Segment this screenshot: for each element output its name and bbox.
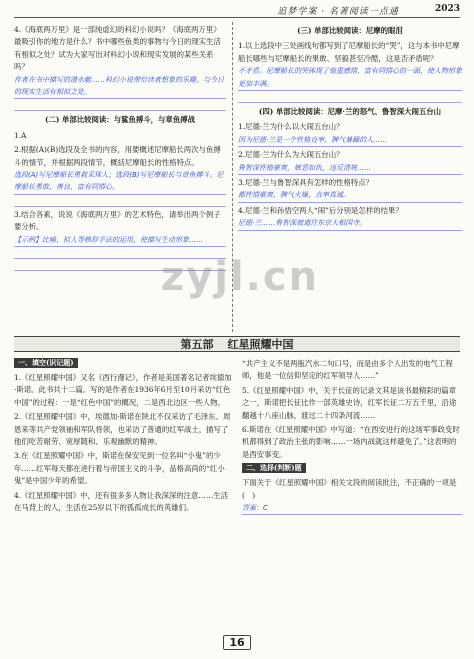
subsection-fill-in: 一、填空(识记题)	[14, 358, 78, 368]
question-r1b: 1.尼德·兰为什么以大闹五台山？	[238, 122, 344, 132]
question-r4b: 4.尼德·兰和孙悟空两人“闹”后分别是怎样的结果？	[238, 205, 403, 215]
answer-r1b: 因为尼德·兰是一个性格直率、脾气暴躁的人……	[238, 134, 462, 147]
page-number	[0, 636, 474, 649]
item-5: 5.《红星照耀中国》中，关于长征的记录文其是该书最精彩的篇章之一，斯诺把长征比作一部英雄史诗，红军长征二万五千里，沿途翻越十八座山脉，渡过二十四条河流……	[242, 385, 457, 420]
item-7: 下面关于《红星照耀中国》相关文段的阅读批注，不正确的一项是( )	[242, 478, 457, 500]
answer-r4b: 尼德·兰……鲁智深被遣往东京大相国寺。	[238, 217, 462, 230]
answer-line	[14, 195, 226, 207]
answer-4: 作者在书中描写的潜水艇……科幻小说带给读者想象的乐趣，与今日的现实生活有相似之处。	[14, 74, 226, 100]
part-label: 第五部	[180, 338, 214, 351]
item-6: 6.斯诺在《红星照耀中国》中写道：“在西安进行的这场军事政变时机都得到了政治主张的影响……一场内战就这样避免了。”这表明的是西安事变。	[242, 425, 460, 459]
part-title: 红星照耀中国	[227, 338, 294, 351]
question-r3b: 3.尼德·兰与鲁智深具有怎样的性格特点？	[238, 178, 374, 188]
question-2: 2.根据(A)(B)选段及全书的内容，用要概述尼摩船长两次与鱼搏斗的情节，并根据两段情节，概括尼摩船长的性格特点。	[14, 145, 221, 167]
answer-r3b: 都性情豪爽、脾气火爆、直率真诚。	[238, 189, 462, 202]
item-4: 4.《红星照耀中国》中，还有很多多人物让我深深的注意……生活在马背上的人，生活在25岁以下的孤孤成长的英雄们。	[14, 490, 228, 513]
series-title: 追梦学案 · 名著阅读一点通	[277, 7, 399, 17]
page-header	[14, 4, 460, 18]
item-1: 1.《红星照耀中国》又名《西行漫记》，作者是美国著名记者埃德加·斯诺。此书共十二篇。写的是作者在1936年6月至10月采访“红色中国”的过程：一是“红色中国”的概况，二是西北边区一些人物。	[14, 373, 232, 407]
part-heading	[14, 336, 460, 352]
answer-7: 答案：C	[242, 502, 462, 515]
question-1: 1.A	[14, 130, 27, 140]
item-4-cont: “共产主义不是两瓶汽水二句口号，而是由多个人出发的电气工程师，他是一位信仰坚定的红军领导人……”	[242, 359, 453, 381]
subsection-choice: 二、选择(判断)题	[242, 463, 306, 473]
answer-line	[238, 91, 462, 103]
answer-2: 选段(A)写尼摩船长勇救采珠人；选段(B)写尼摩船长与章鱼搏斗。尼摩船长勇敢、善良、富有同情心。	[14, 169, 226, 195]
question-r2b: 2.尼德·兰为什么为大闹五台山？	[238, 150, 344, 160]
question-4: 4.《海底两万里》是一部纯虚幻的科幻小说吗？《海底两万里》最吸引你的地方是什么？书中哪些鱼类的事物与今日的现实生活有相似之处？试为大家写出对科幻小说和现实发展的某些关系吗？	[14, 25, 221, 72]
page-number-label: 16	[223, 635, 250, 650]
bottom-left-column	[14, 356, 232, 626]
section-3-title: (三) 单部比较阅读：尼摩的眼泪	[297, 26, 403, 35]
answer-3: 【示例】比喻、拟人等修辞手法的运用，使描写生动形象……	[14, 234, 226, 247]
bottom-right-column	[242, 356, 462, 626]
answer-r1: 不矛盾。尼摩船长的哭体现了他重感情、富有同情心的一面，使人物形象更加丰满。	[238, 65, 462, 91]
watermark-logo: zyjl.cn	[160, 254, 320, 300]
question-3: 3.结合各素，说说《海底两万里》的艺术特色，请举出两个例子要分析。	[14, 209, 221, 232]
answer-line	[14, 99, 226, 111]
item-3: 3.在《红星照耀中国》中，斯诺在保安见到一位名叫“小鬼”的少年……红军每天都在进行着与帝国主义的斗争，品格高尚的“红小鬼”是中国少年的希望。	[14, 451, 225, 486]
section-2-title: (二) 单部比较阅读：与鲨鱼搏斗，与章鱼搏战	[45, 115, 195, 125]
item-2: 2.《红星照耀中国》中，埃德加·斯诺在陕北不仅采访了毛泽东、周恩来等共产党领袖和军队将领，也采访了普通的红军战士，描写了他们吃苦耐劳、宽厚随和、乐观幽默的精神。	[14, 412, 231, 447]
answer-r2b: 鲁智深性格豪爽，嫉恶如仇，违反清规……	[238, 162, 462, 175]
section-4-title: (四) 单部比较阅读：尼摩·兰的怒气、鲁智深大闹五台山	[258, 107, 442, 117]
year-label: 2023	[434, 4, 460, 14]
question-r1: 1.以上选段中三处画线句都写到了尼摩船长的“哭”，这与本书中尼摩船长哪些与尼摩船长的果敢、坚毅甚至冷酷，这是否矛盾呢？	[238, 41, 460, 63]
